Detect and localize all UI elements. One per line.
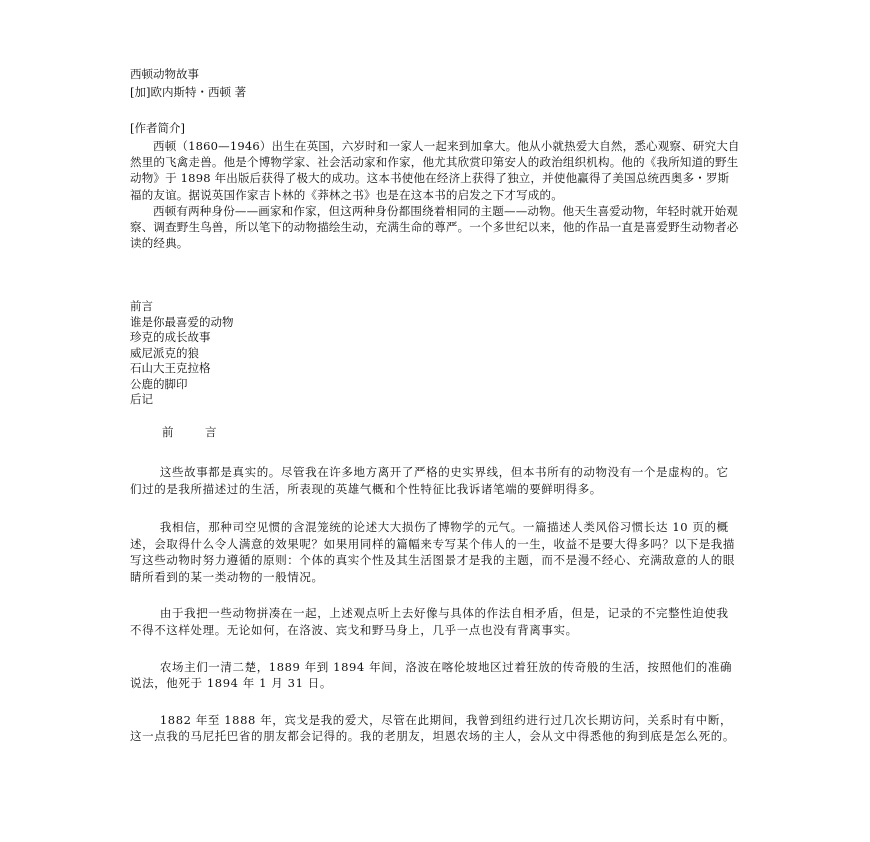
toc-item: 前言 xyxy=(130,299,153,314)
book-title: 西顿动物故事 xyxy=(130,67,199,81)
preface-heading: 前 言 xyxy=(162,424,227,439)
toc-item: 石山大王克拉格 xyxy=(130,361,211,376)
author-intro xyxy=(130,138,740,251)
document-page xyxy=(130,66,740,745)
toc-item: 珍克的成长故事 xyxy=(130,330,211,345)
preface-paragraph: 由于我把一些动物拼凑在一起，上述观点听上去好像与具体的作法自相矛盾，但是，记录的不完整性迫使我不得不这样处理。无论如何，在洛波、宾戈和野马身上，几乎一点也没有背离事实。 xyxy=(130,606,729,638)
preface-paragraph: 我相信，那种司空见惯的含混笼统的论述大大损伤了博物学的元气。一篇描述人类风俗习惯长达 10 页的概述，会取得什么令人满意的效果呢？如果用同样的篇幅来专写某个伟人的一生，收益不是要大得多吗？以下是我描写这些动物时努力遵循的原则：个体的真实个性及其生活图景才是我的主题，而不是漫不经心、充满敌意的人的眼睛所看到的某一类动物的一般情况。 xyxy=(130,520,735,584)
toc-item: 谁是你最喜爱的动物 xyxy=(130,314,234,329)
preface-paragraph: 1882 年至 1888 年，宾戈是我的爱犬，尽管在此期间，我曾到纽约进行过几次长期访问，关系时有中断，这一点我的马尼托巴省的朋友都会记得的。我的老朋友，坦恩农场的主人，会从文中得悉他的狗到底是怎么死的。 xyxy=(130,712,735,744)
author-intro-paragraph: 西顿有两种身份——画家和作家，但这两种身份都围绕着相同的主题——动物。他天生喜爱动物，年轻时就开始观察、调查野生鸟兽，所以笔下的动物描绘生动，充满生命的尊严。一个多世纪以来，他的作品一直是喜爱野生动物者必读的经典。 xyxy=(130,203,739,251)
author-intro-paragraph: 西顿（1860—1946）出生在英国，六岁时和一家人一起来到加拿大。他从小就热爱大自然，悉心观察、研究大自然里的飞禽走兽。他是个博物学家、社会活动家和作家，他尤其欣赏印第安人的政治组织机构。他的《我所知道的野生动物》于 1898 年出版后获得了极大的成功。这本书使他在经济上获得了独立，并使他赢得了美国总统西奥多・罗斯福的友谊。据说英国作家吉卜林的《莽林之书》也是在这本书的启发之下才写成的。 xyxy=(130,139,740,202)
toc-item: 威尼派克的狼 xyxy=(130,345,199,360)
author-intro-heading: [作者简介] xyxy=(130,121,185,135)
toc-item: 后记 xyxy=(130,392,153,407)
preface-paragraph: 这些故事都是真实的。尽管我在许多地方离开了严格的史实界线，但本书所有的动物没有一个是虚构的。它们过的是我所描述过的生活，所表现的英雄气概和个性特征比我诉诸笔端的要鲜明得多。 xyxy=(130,464,729,496)
table-of-contents xyxy=(130,299,740,408)
preface-paragraph: 农场主们一清二楚，1889 年到 1894 年间，洛波在喀伦坡地区过着狂放的传奇般的生活，按照他们的准确说法，他死于 1894 年 1 月 31 日。 xyxy=(130,659,733,691)
toc-item: 公鹿的脚印 xyxy=(130,376,188,391)
book-author: [加]欧内斯特・西顿 著 xyxy=(130,85,247,99)
preface-body xyxy=(130,464,740,745)
